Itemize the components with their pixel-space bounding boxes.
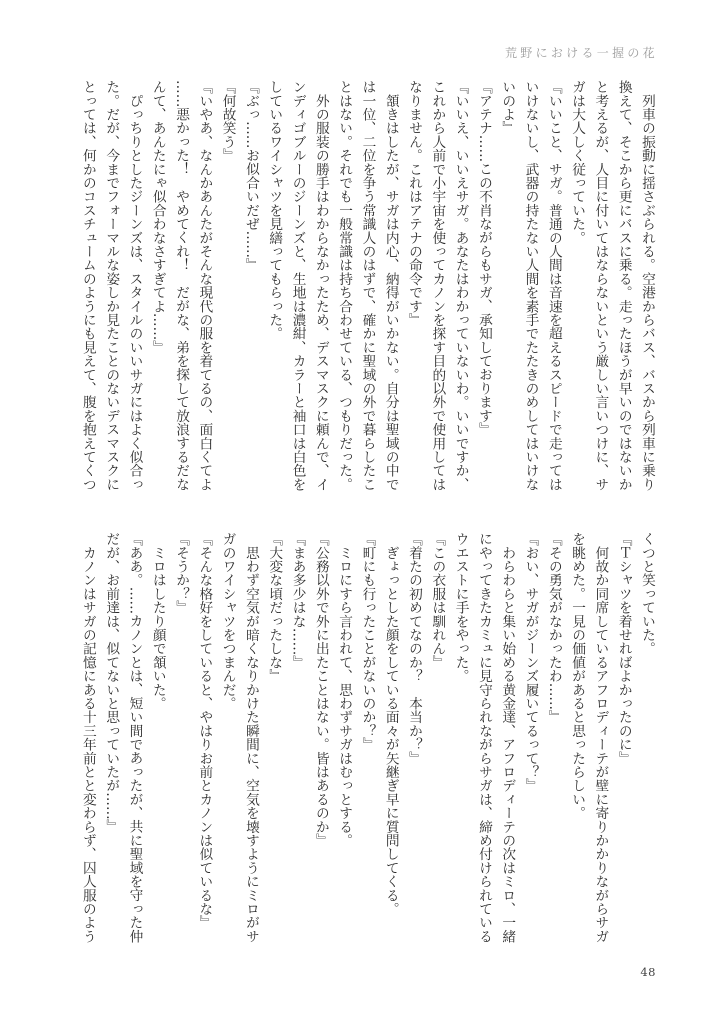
text-column: 『公務以外で外に出たことはない。皆はあるのか』: [312, 532, 329, 848]
text-column: と考えるが、人目に付いてはならないという厳しい言いつけに、サ: [592, 80, 609, 491]
text-column: ウエストに手をやった。: [452, 532, 469, 683]
text-column: だが、お前達は、似てないと思っていたが……』: [103, 532, 120, 834]
text-column: 『いいえ、いいえサガ。あなたはわかっていないわ。いいですか、: [452, 80, 469, 491]
text-column: 『大変な頃だったしな』: [266, 532, 283, 683]
text-column: 『ああ。……カノンとは、短い間であったが、共に聖域を守った仲: [126, 532, 143, 943]
text-column: 思わず空気が暗くなりかけた瞬間に、空気を壊すようにミロがサ: [242, 532, 259, 943]
page-number: 48: [640, 965, 656, 979]
text-column: 『おい、サガがジーンズ履いてるって？』: [522, 532, 539, 793]
text-column: 『町にも行ったことがないのか？』: [359, 532, 376, 752]
text-column: 『そんな格好をしていると、やはりお前とカノンは似ているな』: [196, 532, 213, 930]
text-column: 『何故笑う』: [219, 80, 236, 163]
text-column: 『いいこと、サガ。普通の人間は音速を超えるスピードで走っては: [545, 80, 562, 491]
text-column: いのよ』: [499, 80, 516, 135]
text-column: 『着たの初めてなのか？ 本当か？』: [406, 532, 423, 765]
text-column: 換えて、そこから更にバスに乗る。走ったほうが早いのではないか: [615, 80, 632, 491]
text-column: にやってきたカミュに見守られながらサガは、締め付けられている: [475, 532, 492, 943]
text-column: ……悪かった！ やめてくれ！ だがな、弟を探して放浪するだな: [173, 80, 190, 491]
text-column: 頷きはしたが、サガは内心、納得がいかない。自分は聖域の中で: [382, 80, 399, 491]
text-column: 何故か同席しているアフロディーテが壁に寄りかかりながらサガ: [592, 532, 609, 943]
lower-text-block: [75, 532, 658, 950]
text-column: ガは大人しく従っていた。: [569, 80, 586, 245]
text-column: ぴっちりとしたジーンズは、スタイルのいいサガにはよく似合っ: [126, 80, 143, 491]
text-column: ミロにすら言われて、思わずサガはむっとする。: [336, 532, 353, 848]
text-column: ガのワイシャツをつまんだ。: [219, 532, 236, 711]
text-column: ンディゴブルーのジーンズと、生地は濃紺、カラーと袖口は白色を: [289, 80, 306, 491]
text-column: ミロはしたり顔で頷いた。: [149, 532, 166, 711]
text-column: カノンはサガの記憶にある十三年前とと変わらず、囚人服のよう: [79, 532, 96, 943]
text-column: いけないし、武器の持たない人間を素手でたたきのめしてはいけな: [522, 80, 539, 491]
text-column: ぎょっとした顔をしている面々が矢継ぎ早に質問してくる。: [382, 532, 399, 916]
text-column: 『Ｔシャツを着せればよかったのに』: [615, 532, 632, 765]
text-column: 『この衣服は馴れん』: [429, 532, 446, 669]
text-column: 『アテナ……この不肖ながらもサガ、承知しております』: [475, 80, 492, 437]
text-column: を眺めた。一見の価値があると思ったらしい。: [569, 532, 586, 820]
text-column: とはない。それでも一般常識は持ち合わせている、つもりだった。: [336, 80, 353, 491]
text-column: 『まあ多少はな……』: [289, 532, 306, 669]
text-column: とっては、何かのコスチュームのようにも見えて、腹を抱えてくつ: [79, 80, 96, 491]
text-column: 『いやあ、なんかあんたがそんな現代の服を着てるの、面白くてよ: [196, 80, 213, 491]
text-column: くつと笑っていた。: [639, 532, 655, 656]
text-column: なりません。これはアテナの命令です』: [406, 80, 423, 327]
upper-text-block: [75, 80, 658, 494]
text-column: た。だが、今までフォーマルな姿しか見たことのないデスマスクに: [103, 80, 120, 491]
text-column: 『ぶっ……お似合いだぜ……』: [242, 80, 259, 272]
text-column: しているワイシャツを見繕ってもらった。: [266, 80, 283, 341]
text-column: 列車の振動に揺さぶられる。空港からバス、バスから列車に乗り: [639, 80, 655, 491]
text-column: は一位、二位を争う常識人のはずで、確かに聖域の外で暮らしたこ: [359, 80, 376, 491]
text-column: んて、あんたにゃ似合わなさすぎてよ……』: [149, 80, 166, 354]
text-column: 『その勇気がなかったわ……』: [545, 532, 562, 724]
running-header: 荒野における一握の花: [504, 46, 658, 60]
text-column: 外の服装の勝手はわからなかったため、デスマスクに頼んで、イ: [312, 80, 329, 491]
text-column: わらわらと集い始める黄金達、アフロディーテの次はミロ、一緒: [499, 532, 516, 943]
text-column: これから人前で小宇宙を使ってカノンを探す目的以外で使用しては: [429, 80, 446, 491]
text-column: 『そうか？』: [173, 532, 190, 615]
